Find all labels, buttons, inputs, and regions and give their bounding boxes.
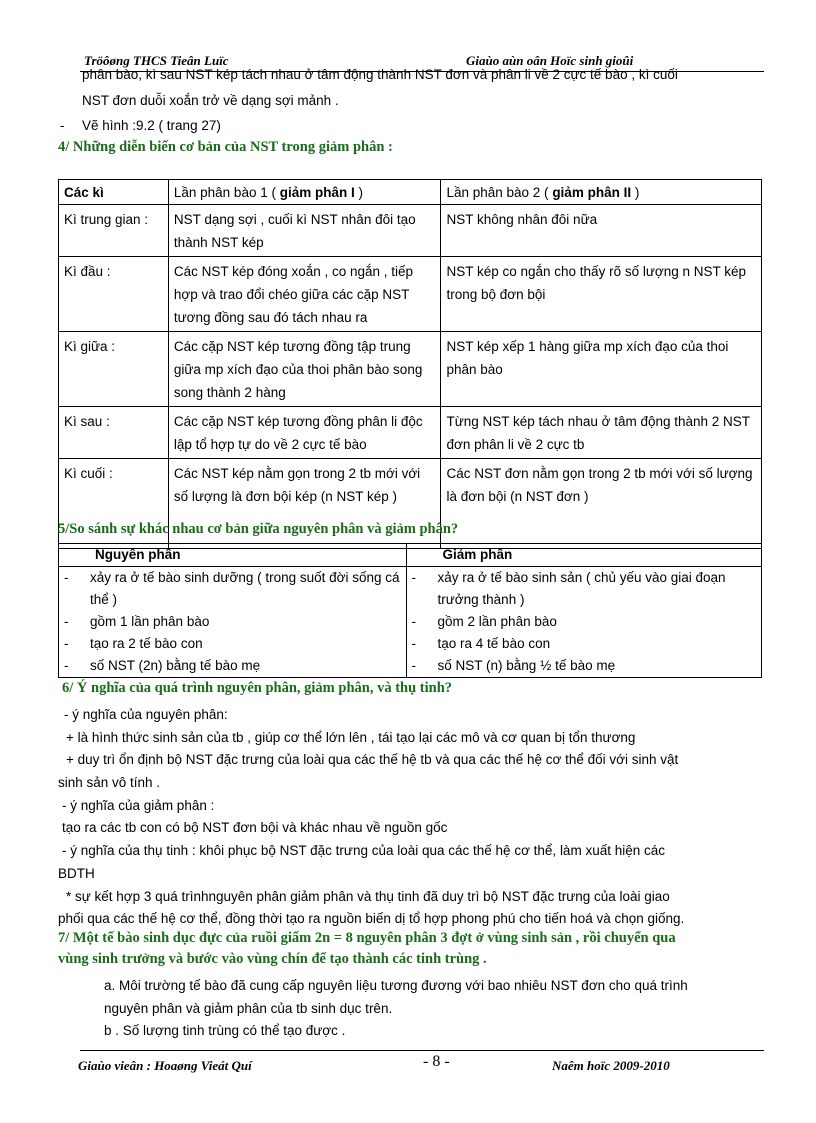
s6-line-1: - ý nghĩa của nguyên phân:: [64, 707, 228, 722]
table-row: [59, 205, 762, 257]
gp2-cell: Các NST đơn nằm gọn trong 2 tb mới với số lượng là đơn bội (n NST đơn ): [441, 459, 762, 549]
stage-cell: Kì sau :: [59, 407, 169, 459]
table-row: [59, 332, 762, 407]
table-row: [59, 567, 762, 678]
s6-line-8: BDTH: [58, 866, 95, 881]
meiosis-list: [406, 567, 761, 678]
header-mitosis: Nguyên phân: [59, 544, 407, 567]
header-title: Giaùo aùn oân Hoïc sinh gioûi: [466, 53, 634, 68]
header-gp2: Lần phân bào 2 ( giảm phân II ): [441, 180, 762, 205]
footer-school-year: Naêm hoïc 2009-2010: [552, 1058, 670, 1073]
stage-cell: Kì giữa :: [59, 332, 169, 407]
gp1-cell: NST dạng sợi , cuối kì NST nhân đôi tạo thành NST kép: [168, 205, 441, 257]
mitosis-list: [59, 567, 407, 678]
meiosis-stages-table: [58, 179, 762, 549]
s7-question-a-2: nguyên phân và giảm phân của tb sinh dục trên.: [104, 1001, 393, 1016]
header-school: Tröôøng THCS Tieân Luïc: [84, 53, 229, 68]
section-7-title-2: vùng sinh trưởng và bước vào vùng chín để tạo thành các tinh trùng .: [58, 951, 487, 967]
gp1-cell: Các NST kép đóng xoắn , co ngắn , tiếp hợp và trao đổi chéo giữa các cặp NST tương đồng sau đó tách nhau ra: [168, 257, 441, 332]
table-row: [59, 407, 762, 459]
gp1-cell: Các NST kép nằm gọn trong 2 tb mới với số lượng là đơn bội kép (n NST kép ): [168, 459, 441, 549]
stage-cell: Kì đầu :: [59, 257, 169, 332]
s7-question-b: b . Số lượng tinh trùng có thể tạo được .: [104, 1023, 346, 1038]
gp2-cell: NST kép xếp 1 hàng giữa mp xích đạo của thoi phân bào: [441, 332, 762, 407]
list-item: - tạo ra 4 tế bào con: [411, 636, 551, 651]
list-item: - gồm 1 lần phân bào: [64, 614, 210, 629]
table-header-row: [59, 544, 762, 567]
gp1-cell: Các cặp NST kép tương đồng phân li độc lập tổ hợp tự do về 2 cực tế bào: [168, 407, 441, 459]
footer-teacher: Giaùo vieân : Hoaøng Vieát Quí: [78, 1058, 252, 1073]
header-meiosis: Giảm phân: [406, 544, 761, 567]
gp2-cell: NST kép co ngắn cho thấy rõ số lượng n NST kép trong bộ đơn bội: [441, 257, 762, 332]
section-4-title: 4/ Những diễn biến cơ bản của NST trong giảm phân :: [58, 139, 393, 155]
s6-line-2: + là hình thức sinh sản của tb , giúp cơ thể lớn lên , tái tạo lại các mô và cơ quan bị tổn thương: [66, 730, 636, 745]
intro-line-1: phân bào, kì sau NST kép tách nhau ở tâm động thành NST đơn và phân li về 2 cực tế bào , kì cuối: [82, 67, 678, 82]
s6-line-4: sinh sản vô tính .: [58, 775, 161, 790]
s6-line-5: - ý nghĩa của giảm phân :: [62, 798, 215, 813]
s6-line-10: phối qua các thế hệ cơ thể, đồng thời tạo ra nguồn biến dị tổ hợp phong phú cho tiến hoá và chọn giống.: [58, 911, 685, 926]
table-header-row: [59, 180, 762, 205]
table-row: [59, 257, 762, 332]
list-item: - gồm 2 lần phân bào: [411, 614, 557, 629]
intro-bullet: Vẽ hình :9.2 ( trang 27): [82, 118, 221, 133]
s6-line-3: + duy trì ổn định bộ NST đặc trưng của loài qua các thế hệ tb và qua các thế hệ cơ thể đối với sinh vật: [66, 752, 679, 767]
header-stage: Các kì: [59, 180, 169, 205]
intro-bullet-dash: -: [60, 118, 65, 133]
footer-rule: [80, 1050, 764, 1051]
gp2-cell: Từng NST kép tách nhau ở tâm động thành 2 NST đơn phân li về 2 cực tb: [441, 407, 762, 459]
s6-line-7: - ý nghĩa của thụ tinh : khôi phục bộ NST đặc trưng của loài qua các thế hệ cơ thể, làm xuất hiện các: [62, 843, 665, 858]
s7-question-a-1: a. Môi trường tế bào đã cung cấp nguyên liệu tương đương với bao nhiêu NST đơn cho quá trình: [104, 978, 688, 993]
section-7-title-1: 7/ Một tế bào sinh dục đực của ruồi giấm 2n = 8 nguyên phân 3 đợt ở vùng sinh sản , rồi chuyển qua: [58, 930, 676, 946]
gp2-cell: NST không nhân đôi nữa: [441, 205, 762, 257]
intro-line-2: NST đơn duỗi xoắn trở về dạng sợi mảnh .: [82, 93, 339, 108]
mitosis-meiosis-comparison-table: [58, 543, 762, 678]
section-6-title: 6/ Ý nghĩa của quá trình nguyên phân, giảm phân, và thụ tinh?: [62, 680, 453, 696]
section-5-title: 5/So sánh sự khác nhau cơ bản giữa nguyên phân và giảm phân?: [58, 521, 459, 537]
list-item: - xảy ra ở tế bào sinh sản ( chủ yếu vào giai đoạn trưởng thành ): [411, 570, 726, 607]
header-gp1: Lần phân bào 1 ( giảm phân I ): [168, 180, 441, 205]
page-number: - 8 -: [423, 1053, 450, 1070]
gp1-cell: Các cặp NST kép tương đồng tập trung giữa mp xích đạo của thoi phân bào song song thành 2 hàng: [168, 332, 441, 407]
list-item: - tạo ra 2 tế bào con: [64, 636, 203, 651]
list-item: - số NST (n) bằng ½ tế bào mẹ: [411, 658, 616, 673]
list-item: - số NST (2n) bằng tế bào mẹ: [64, 658, 261, 673]
list-item: - xảy ra ở tế bào sinh dưỡng ( trong suốt đời sống cá thể ): [64, 570, 400, 607]
stage-cell: Kì trung gian :: [59, 205, 169, 257]
s6-line-9: * sự kết hợp 3 quá trìnhnguyên phân giảm phân và thụ tinh đã duy trì bộ NST đặc trưng của loài giao: [66, 889, 670, 904]
stage-cell: Kì cuối :: [59, 459, 169, 549]
s6-line-6: tạo ra các tb con có bộ NST đơn bội và khác nhau về nguồn gốc: [62, 820, 448, 835]
